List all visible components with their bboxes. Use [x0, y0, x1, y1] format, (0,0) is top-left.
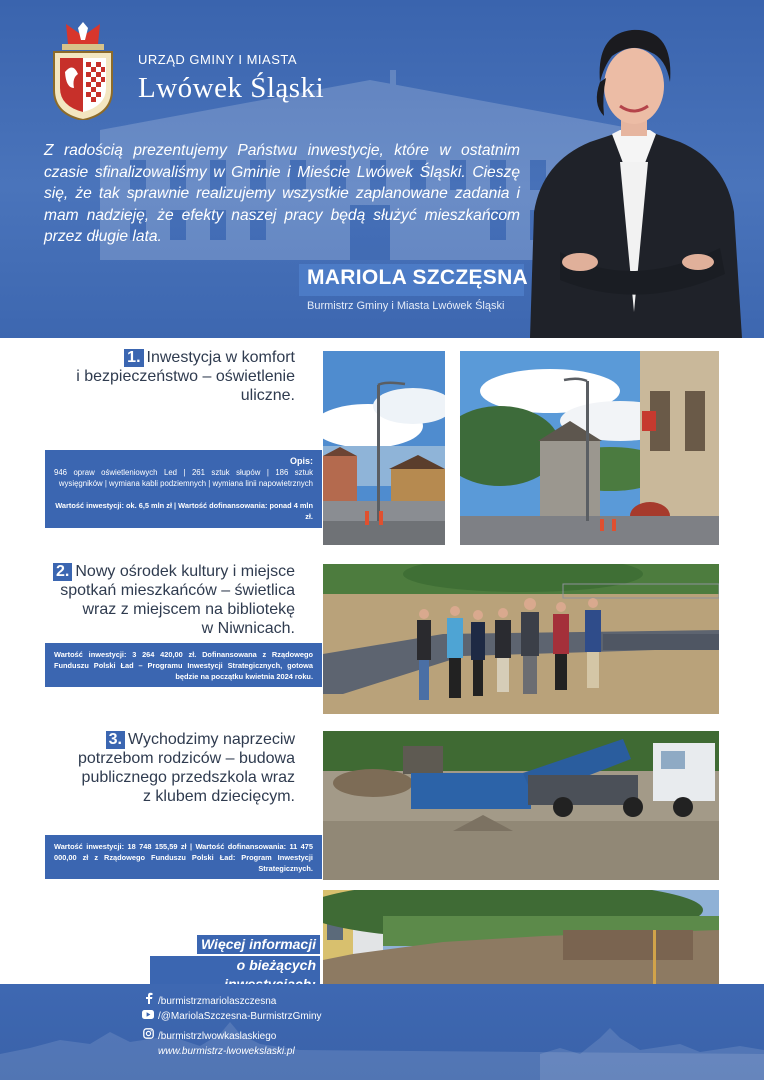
skyline-decoration [0, 1014, 764, 1080]
section-3-info-box [45, 835, 322, 879]
section-2-title-line: wraz z miejscem na bibliotekę [82, 601, 295, 618]
mayor-name: MARIOLA SZCZĘSNA [307, 266, 529, 289]
section-1-title [70, 348, 295, 405]
header-banner [0, 0, 764, 338]
street-lamp-photo-2 [460, 351, 719, 545]
mayor-role: Burmistrz Gminy i Miasta Lwówek Śląski [307, 300, 505, 312]
section-1-title-line: Inwestycja w komfort [146, 349, 295, 366]
youtube-link[interactable] [142, 1010, 322, 1024]
section-1-info-box [45, 450, 322, 528]
section-1-opis-label: Opis: [289, 456, 313, 466]
coat-of-arms-logo [48, 22, 118, 120]
section-2-number: 2. [53, 563, 72, 581]
website-link[interactable]: www.burmistrz-lwowekslaski.pl [158, 1046, 295, 1057]
facebook-link[interactable] [142, 992, 276, 1006]
section-1-number: 1. [124, 349, 143, 367]
youtube-handle: /@MariolaSzczesna-BurmistrzGminy [158, 1011, 322, 1022]
section-3-number: 3. [106, 731, 125, 749]
section-2-title-line: w Niwnicach. [201, 620, 295, 637]
instagram-link[interactable] [142, 1028, 276, 1042]
mayor-portrait [520, 12, 750, 338]
office-name: URZĄD GMINY I MIASTA [138, 52, 298, 67]
more-info-line2: o bieżących [150, 956, 320, 994]
section-2-info-box [45, 643, 322, 687]
section-2-title-line: spotkań mieszkańców – świetlica [60, 582, 295, 599]
community-center-site-photo [323, 564, 719, 714]
section-2-value: Wartość inwestycji: 3 264 420,00 zł. Dofinansowana z Rządowego Funduszu Polski Ład – Programu Inwestycji Strategicznych, gotowa będzie na początku kwietnia 2024 roku. [54, 650, 313, 681]
section-3-title-line: z klubem dziecięcym. [142, 788, 295, 805]
section-3-value: Wartość inwestycji: 18 748 155,59 zł | Wartość dofinansowania: 11 475 000,00 zł z Rządowego Funduszu Polski Ład: Program Inwestycji Strategicznych. [54, 842, 313, 873]
section-3-title [70, 730, 295, 806]
instagram-handle: /burmistrzlwowkaslaskiego [158, 1031, 277, 1042]
section-2-title [50, 562, 295, 638]
section-1-opis-text: 946 opraw oświetleniowych Led | 261 sztuk słupów | 186 sztuk wysięgników | wymiana kabli podziemnych | wymiana linii napowietrznych [54, 468, 313, 488]
preschool-construction-photo [323, 731, 719, 880]
more-info-line1: Więcej informacji [197, 935, 320, 954]
section-2-title-line: Nowy ośrodek kultury i miejsce [75, 563, 295, 580]
instagram-icon [142, 1028, 154, 1044]
section-1-title-line: i bezpieczeństwo – oświetlenie [76, 368, 295, 385]
youtube-icon [142, 1010, 154, 1024]
section-1-value: Wartość inwestycji: ok. 6,5 mln zł | Wartość dofinansowania: ponad 4 mln zł. [55, 501, 313, 521]
city-name: Lwówek Śląski [138, 72, 325, 104]
section-3-title-line: potrzebom rodziców – budowa [77, 750, 295, 767]
facebook-icon [142, 992, 154, 1009]
section-1-title-line: uliczne. [240, 387, 295, 404]
footer-banner [0, 984, 764, 1080]
section-3-title-line: Wychodzimy naprzeciw [127, 731, 295, 748]
facebook-handle: /burmistrzmariolaszczesna [158, 996, 277, 1007]
street-lamp-photo-1 [323, 351, 445, 545]
mayor-quote: Z radością prezentujemy Państwu inwestycje, które w ostatnim czasie sfinalizowaliśmy w Gminie i Mieście Lwówek Śląski. Cieszę się, że tak sprawnie realizujemy wszystkie zaplanowane zadania i mam nadzieję, że efekty naszej pracy będą służyć mieszkańcom przez długie lata. [44, 142, 520, 246]
section-3-title-line: publicznego przedszkola wraz [81, 769, 295, 786]
